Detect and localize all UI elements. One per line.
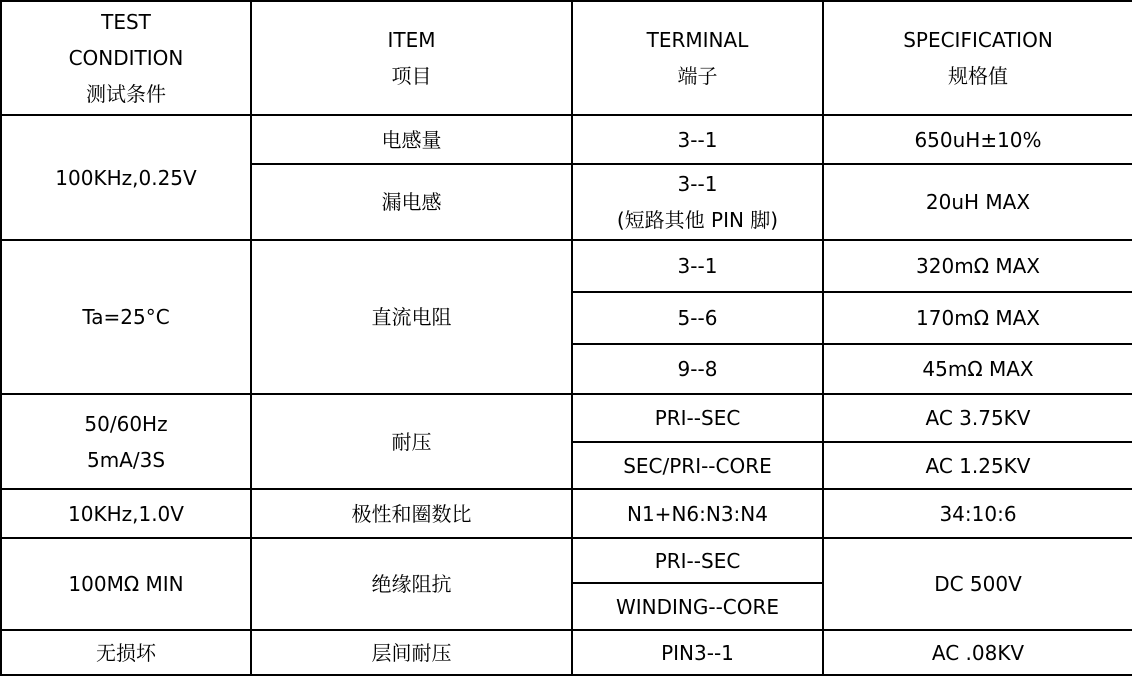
table-row bbox=[1, 489, 1132, 538]
table-row bbox=[1, 630, 1132, 675]
header-text: 规格值 bbox=[948, 64, 1008, 88]
terminal-text: PRI--SEC bbox=[654, 406, 741, 430]
table-row bbox=[1, 538, 1132, 583]
item-cell: 绝缘阻抗 bbox=[251, 538, 572, 630]
terminal-cell bbox=[572, 489, 823, 538]
spec-cell: 650uH±10% bbox=[823, 115, 1132, 164]
header-row bbox=[1, 1, 1132, 115]
table-row bbox=[1, 115, 1132, 164]
terminal-cell bbox=[572, 164, 823, 240]
header-text: TEST bbox=[101, 10, 151, 34]
item-cell: 漏电感 bbox=[251, 164, 572, 240]
header-specification bbox=[823, 1, 1132, 115]
condition-text: 10KHz,1.0V bbox=[68, 501, 184, 526]
condition-cell bbox=[1, 115, 251, 240]
terminal-text: 3--1 bbox=[677, 172, 718, 196]
condition-text: 5mA/3S bbox=[86, 447, 166, 472]
terminal-cell bbox=[572, 344, 823, 394]
header-text: 测试条件 bbox=[86, 82, 166, 106]
item-cell: 直流电阻 bbox=[251, 240, 572, 394]
terminal-text: N1+N6:N3:N4 bbox=[627, 501, 768, 526]
table-row bbox=[1, 240, 1132, 292]
spec-cell: 34:10:6 bbox=[823, 489, 1132, 538]
terminal-cell bbox=[572, 538, 823, 583]
item-cell: 耐压 bbox=[251, 394, 572, 489]
condition-text: 100MΩ MIN bbox=[68, 572, 184, 596]
condition-cell bbox=[1, 240, 251, 394]
header-text: SPECIFICATION bbox=[903, 28, 1053, 52]
spec-cell: 20uH MAX bbox=[823, 164, 1132, 240]
header-text: 项目 bbox=[391, 64, 432, 88]
condition-text: 50/60Hz bbox=[84, 411, 168, 436]
condition-text: 100KHz,0.25V bbox=[55, 165, 197, 190]
terminal-cell bbox=[572, 240, 823, 292]
spec-cell: 320mΩ MAX bbox=[823, 240, 1132, 292]
terminal-cell bbox=[572, 583, 823, 630]
spec-cell: AC 3.75KV bbox=[823, 394, 1132, 442]
header-test-condition bbox=[1, 1, 251, 115]
terminal-cell bbox=[572, 394, 823, 442]
terminal-cell bbox=[572, 115, 823, 164]
terminal-cell bbox=[572, 630, 823, 675]
condition-cell bbox=[1, 538, 251, 630]
item-cell: 电感量 bbox=[251, 115, 572, 164]
terminal-text: PRI--SEC bbox=[654, 548, 741, 573]
header-text: TERMINAL bbox=[646, 28, 749, 52]
table-row bbox=[1, 394, 1132, 442]
terminal-text: 9--8 bbox=[677, 357, 718, 381]
spec-cell: DC 500V bbox=[823, 538, 1132, 630]
condition-text: Ta=25°C bbox=[82, 305, 170, 329]
terminal-text: 3--1 bbox=[677, 127, 718, 152]
header-item bbox=[251, 1, 572, 115]
terminal-text: SEC/PRI--CORE bbox=[623, 453, 772, 478]
item-cell: 极性和圈数比 bbox=[251, 489, 572, 538]
condition-cell bbox=[1, 489, 251, 538]
condition-cell bbox=[1, 394, 251, 489]
header-text: CONDITION bbox=[68, 46, 184, 70]
terminal-cell bbox=[572, 292, 823, 344]
terminal-cell bbox=[572, 442, 823, 489]
header-text: 端子 bbox=[677, 64, 718, 88]
spec-cell: AC 1.25KV bbox=[823, 442, 1132, 489]
terminal-note: (短路其他 PIN 脚) bbox=[616, 208, 779, 232]
condition-text: 无损坏 bbox=[96, 640, 156, 665]
terminal-text: 5--6 bbox=[677, 306, 718, 330]
spec-cell: AC .08KV bbox=[823, 630, 1132, 675]
header-terminal bbox=[572, 1, 823, 115]
condition-cell bbox=[1, 630, 251, 675]
terminal-text: 3--1 bbox=[677, 254, 718, 278]
header-text: ITEM bbox=[387, 28, 436, 52]
terminal-text: WINDING--CORE bbox=[615, 594, 780, 619]
spec-cell: 45mΩ MAX bbox=[823, 344, 1132, 394]
spec-cell: 170mΩ MAX bbox=[823, 292, 1132, 344]
terminal-text: PIN3--1 bbox=[661, 640, 734, 665]
item-cell: 层间耐压 bbox=[251, 630, 572, 675]
